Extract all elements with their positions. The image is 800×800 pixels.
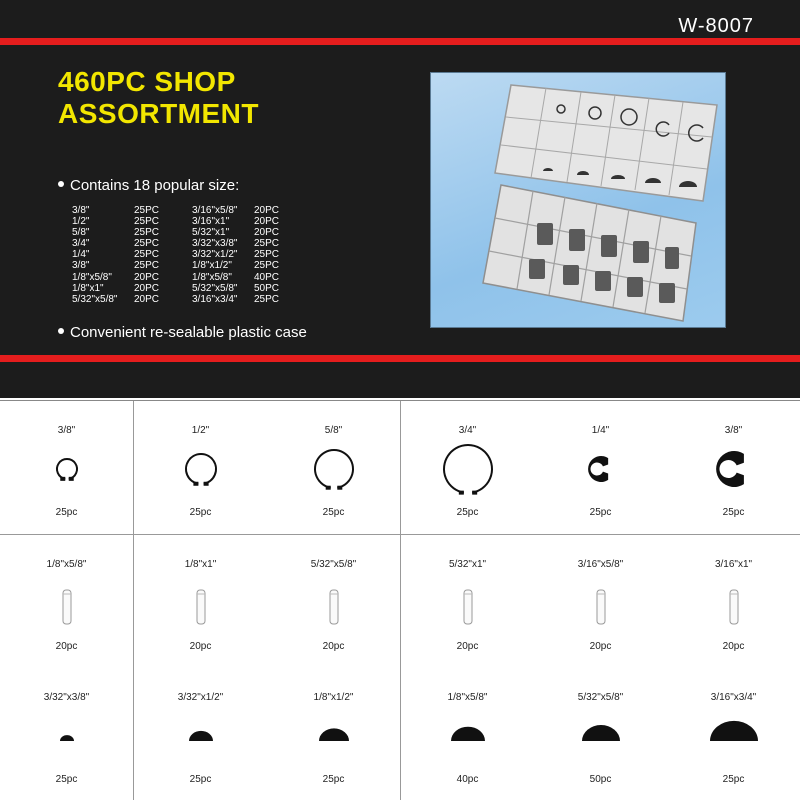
part-size: 1/4" [591,425,610,436]
part-size: 3/16"x3/4" [710,692,757,703]
product-title [58,66,259,130]
part-qty: 25pc [722,507,745,518]
red-divider [0,355,800,362]
part-qty: 25pc [189,774,212,785]
size-list-size: 3/16"x5/8" [192,205,238,216]
part-size: 5/8" [324,425,343,436]
part-size: 1/8"x1" [184,559,217,570]
size-list-qty: 20PC [254,205,280,216]
part-qty: 25pc [189,507,212,518]
size-list-size: 1/2" [72,216,90,228]
size-list-row [192,238,314,249]
size-list-row [192,249,314,260]
bullet-icon [58,328,64,334]
part-size: 5/32"x5/8" [310,559,357,570]
size-list-qty: 25PC [134,227,160,239]
size-list-row [72,260,194,271]
size-list-row [192,216,314,227]
size-list-row [72,216,194,227]
part-qty: 40pc [456,774,479,785]
part-qty: 25pc [322,774,345,785]
bullet-case [58,324,307,341]
part-cell [667,401,800,535]
size-list-row [192,272,314,283]
bullet-text: Contains 18 popular size: [70,177,240,194]
part-qty: 25pc [55,774,78,785]
part-cell [401,535,535,669]
size-list-size: 5/32"x5/8" [72,293,118,305]
size-list-qty: 25PC [134,238,160,250]
size-list-size: 3/8" [72,205,90,216]
part-cell [134,668,268,800]
part-size: 3/16"x5/8" [577,559,624,570]
part-cell [0,535,134,669]
part-qty: 25pc [589,507,612,518]
part-cell [134,535,268,669]
size-list-size: 1/8"x5/8" [72,271,112,283]
part-cell [667,668,800,800]
size-list-row [72,283,194,294]
part-size: 3/32"x3/8" [43,692,90,703]
part-qty: 25pc [722,774,745,785]
size-list-size: 1/4" [72,249,90,261]
part-cell [534,401,668,535]
size-list-row [72,238,194,249]
size-list-left [72,205,194,305]
size-list-qty: 25PC [254,260,280,272]
size-list-size: 5/8" [72,227,90,239]
part-qty: 25pc [456,507,479,518]
size-list-qty: 25PC [134,260,160,272]
size-list-row [72,294,194,305]
part-size: 1/8"x5/8" [46,559,87,570]
model-number: W-8007 [678,15,754,37]
size-list-row [72,249,194,260]
header-banner [0,0,800,398]
part-qty: 20pc [589,641,612,652]
part-size: 3/32"x1/2" [177,692,224,703]
part-cell [0,668,134,800]
part-size: 3/8" [724,425,743,436]
part-size: 1/8"x5/8" [447,692,488,703]
part-size: 3/4" [458,425,477,436]
part-cell [401,401,535,535]
size-list-row [72,272,194,283]
size-list-row [72,205,194,216]
part-qty: 20pc [322,641,345,652]
part-cell [534,668,668,800]
part-size: 1/2" [191,425,210,436]
part-qty: 25pc [322,507,345,518]
part-cell [267,535,401,669]
part-size: 1/8"x1/2" [313,692,354,703]
size-list-right [192,205,314,305]
part-cell [401,668,535,800]
size-list-size: 1/8"x1/2" [192,260,232,272]
size-list-row [192,260,314,271]
bullet-text: Convenient re-sealable plastic case [70,324,307,341]
part-cell [0,401,134,535]
size-list-qty: 25PC [254,249,280,261]
size-list-qty: 25PC [134,249,160,261]
title-line-1: 460PC SHOP [58,66,236,97]
parts-grid [0,400,800,800]
storage-case-image [431,73,726,328]
size-list-row [192,205,314,216]
part-cell [267,668,401,800]
size-list-row [72,227,194,238]
size-list-size: 5/32"x5/8" [192,282,238,294]
red-divider [0,38,800,45]
title-line-2: ASSORTMENT [58,98,259,129]
part-qty: 20pc [722,641,745,652]
part-qty: 20pc [456,641,479,652]
size-list-qty: 40PC [254,271,280,283]
size-list-size: 5/32"x1" [192,227,230,239]
size-list-size: 3/32"x3/8" [192,238,238,250]
size-list-size: 3/4" [72,238,90,250]
part-cell [667,535,800,669]
part-cell [267,401,401,535]
part-size: 5/32"x1" [448,559,487,570]
size-list-qty: 25PC [134,205,160,216]
size-list-row [192,283,314,294]
size-list-size: 1/8"x5/8" [192,271,232,283]
size-list-qty: 20PC [134,293,160,305]
part-size: 3/16"x1" [714,559,753,570]
size-list-size: 3/16"x1" [192,216,230,228]
part-cell [134,401,268,535]
part-qty: 50pc [589,774,612,785]
size-list-size: 3/32"x1/2" [192,249,238,261]
part-qty: 20pc [189,641,212,652]
size-list-size: 3/16"x3/4" [192,293,238,305]
part-qty: 20pc [55,641,78,652]
product-photo [430,72,726,328]
part-cell [534,535,668,669]
size-list-qty: 25PC [254,293,280,305]
part-size: 3/8" [57,425,76,436]
size-list-qty: 25PC [254,238,280,250]
size-list-qty: 50PC [254,282,280,294]
size-list-row [192,227,314,238]
size-list-qty: 20PC [254,227,280,239]
size-list-row [192,294,314,305]
size-list-qty: 20PC [134,271,160,283]
size-list-qty: 20PC [134,282,160,294]
bullet-sizes [58,177,239,194]
size-list-qty: 20PC [254,216,280,228]
bullet-icon [58,181,64,187]
part-qty: 25pc [55,507,78,518]
size-list-qty: 25PC [134,216,160,228]
part-size: 5/32"x5/8" [577,692,624,703]
size-list-size: 1/8"x1" [72,282,104,294]
size-list-size: 3/8" [72,260,90,272]
